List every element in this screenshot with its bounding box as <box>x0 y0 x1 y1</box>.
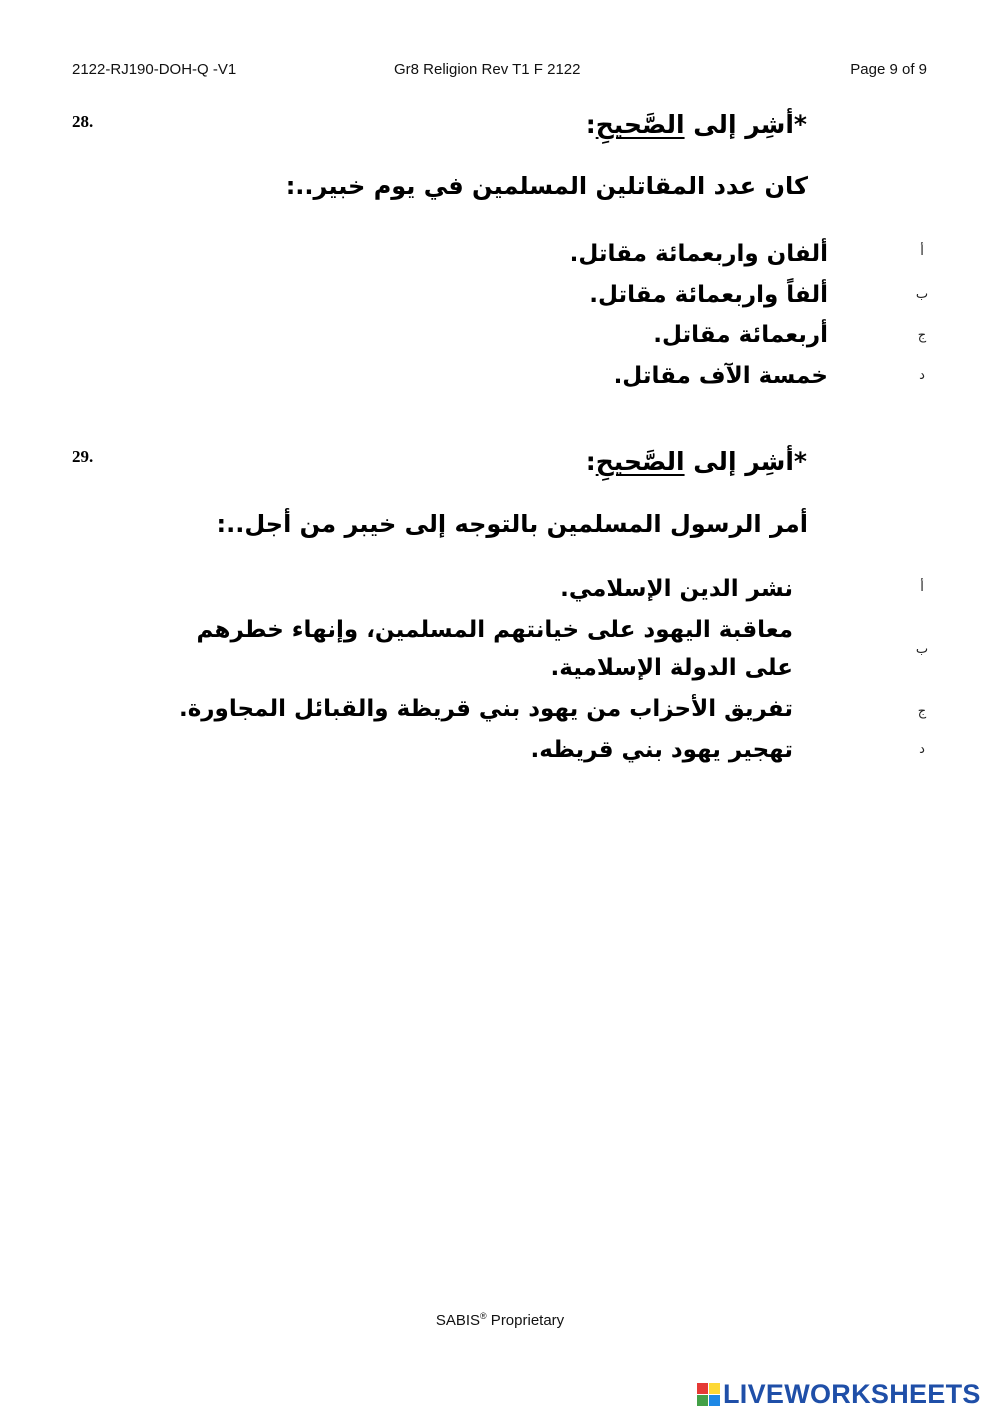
question-29-option-b[interactable]: معاقبة اليهود على خيانتهم المسلمين، وإنهاء خطرهم على الدولة الإسلامية. <box>196 617 793 681</box>
option-letter: ب <box>915 642 929 657</box>
option-letter: ج <box>917 704 927 719</box>
page-number: Page 9 of 9 <box>850 61 927 78</box>
instruction-underlined: الصَّحيحِ <box>595 110 685 139</box>
footer-brand: SABIS <box>435 1312 480 1329</box>
option-letter: ب <box>915 287 929 302</box>
question-29-option-c[interactable]: تفريق الأحزاب من يهود بني قريظة والقبائل المجاورة. <box>178 696 793 722</box>
liveworksheets-logo <box>697 1378 981 1410</box>
document-title: Gr8 Religion Rev T1 F 2122 <box>394 61 581 78</box>
question-28-number: 28. <box>72 112 94 131</box>
question-29-number: 29. <box>72 447 94 466</box>
instruction-suffix: : <box>585 447 596 476</box>
logo-square-green <box>697 1395 708 1406</box>
logo-square-red <box>697 1383 708 1394</box>
option-letter: أ <box>920 580 924 595</box>
instruction-underlined: الصَّحيحِ <box>595 447 685 476</box>
instruction-prefix: *أشِر إلى <box>684 447 807 476</box>
question-28-option-a[interactable]: ألفان واربعمائة مقاتل. <box>569 241 828 267</box>
question-29-instruction <box>586 447 807 476</box>
question-29-option-d[interactable]: تهجير يهود بني قريظه. <box>530 737 793 763</box>
logo-square-yellow <box>709 1383 720 1394</box>
question-28-option-d[interactable]: خمسة الآف مقاتل. <box>613 363 828 389</box>
instruction-suffix: : <box>585 110 596 139</box>
footer-proprietary <box>0 1311 1000 1329</box>
question-28-option-c[interactable]: أربعمائة مقاتل. <box>653 322 828 348</box>
question-28-instruction <box>586 110 807 139</box>
liveworksheets-logo-icon <box>697 1383 720 1406</box>
option-letter: د <box>919 742 925 757</box>
logo-square-blue <box>709 1395 720 1406</box>
option-letter: أ <box>920 244 924 259</box>
option-letter: د <box>919 368 925 383</box>
liveworksheets-wordmark: LIVEWORKSHEETS <box>723 1378 981 1409</box>
question-29-stem: أمر الرسول المسلمين بالتوجه إلى خيبر من أجل..: <box>216 510 808 538</box>
footer-text: Proprietary <box>486 1312 565 1329</box>
document-code: 2122-RJ190-DOH-Q -V1 <box>72 61 237 78</box>
question-29-option-a[interactable]: نشر الدين الإسلامي. <box>560 576 793 602</box>
option-letter: ج <box>917 328 927 343</box>
question-28-stem: كان عدد المقاتلين المسلمين في يوم خبير..: <box>285 172 808 200</box>
registered-mark: ® <box>480 1311 487 1321</box>
instruction-prefix: *أشِر إلى <box>684 110 807 139</box>
question-28-option-b[interactable]: ألفاً واربعمائة مقاتل. <box>589 282 828 308</box>
